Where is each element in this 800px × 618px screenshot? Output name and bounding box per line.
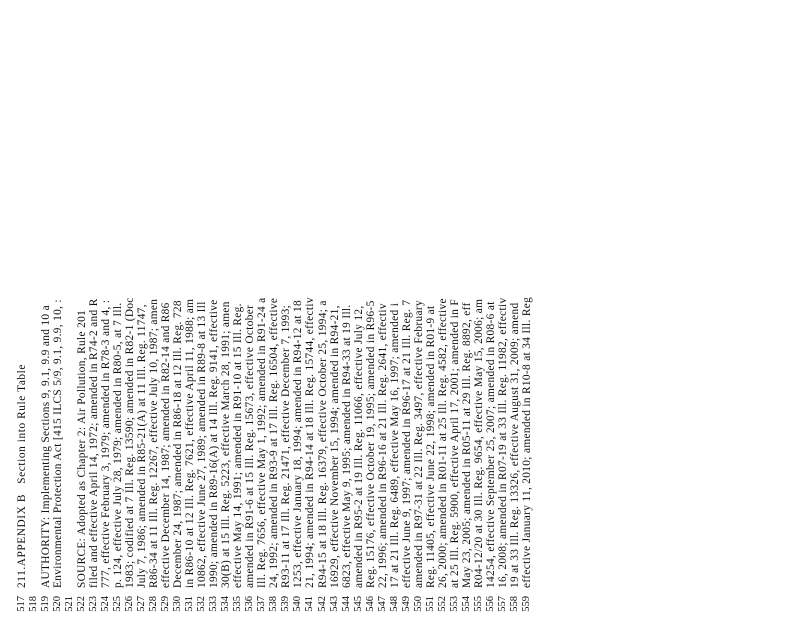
source-line: Ill. Reg. 7656, effective May 1, 1992; amended in R91-24 a	[256, 297, 269, 588]
source-line: 777, effective February 3, 1979; amended in R78-3 and 4, :	[100, 299, 113, 588]
authority-line: Environmental Protection Act [415 ILCS 5/9, 9.1, 9.9, 10, :	[52, 299, 65, 588]
source-line: R86-34 at 11 Ill. Reg. 12267, effective July 10, 1987; amen	[148, 298, 161, 588]
line-number: 548	[388, 596, 400, 612]
source-line: May 23, 2005; amended in R05-11 at 29 Ill. Reg. 8892, eff	[460, 302, 473, 588]
line-number: 541	[304, 596, 316, 612]
source-line: R93-11 at 17 Ill. Reg. 21471, effective December 7, 1993;	[280, 304, 293, 588]
line-number: 539	[280, 596, 292, 612]
source-line: 1990; amended in R89-16(A) at 14 Ill. Reg. 9141, effective	[208, 299, 221, 588]
line-number: 530	[172, 596, 184, 612]
source-line: 17 at 21 Ill. Reg. 6489, effective May 16, 1997; amended i	[388, 302, 401, 588]
line-number: 528	[148, 596, 160, 612]
source-line: Reg. 15176, effective October 19, 1995; amended in R96-5	[364, 300, 377, 588]
section-heading: 211.APPENDIX B Section into Rule Table	[16, 363, 28, 588]
source-line: at 25 Ill. Reg. 5900, effective April 17, 2001; amended in F	[448, 298, 461, 588]
source-line: amended in R91-6 at 15 Ill. Reg. 15673, effective October	[244, 304, 257, 588]
line-number: 556	[484, 596, 496, 612]
line-number: 540	[292, 596, 304, 612]
source-line: amended in R97-31 at 22 Ill. Reg. 3497, effective February	[412, 299, 425, 588]
line-number: 558	[508, 596, 520, 612]
source-line: in R86-10 at 12 Ill. Reg. 7621, effective April 11, 1988; am	[184, 298, 197, 588]
line-number: 551	[424, 596, 436, 612]
source-line: R04-12/20 at 30 Ill. Reg. 9654, effective May 15, 2006; am	[472, 298, 485, 588]
source-line: 16929, effective November 15, 1994; amended in R94-21,	[328, 305, 341, 588]
line-number: 552	[436, 596, 448, 612]
source-line: SOURCE: Adopted as Chapter 2: Air Pollution, Rule 201	[76, 309, 89, 588]
line-number: 543	[328, 596, 340, 612]
source-line: 16, 2008; amended in R07-19 at 33 Ill. Reg. 11982, effectiv	[496, 297, 509, 588]
line-number: 519	[40, 596, 52, 612]
line-number: 524	[100, 596, 112, 612]
line-number: 537	[256, 596, 268, 612]
line-number: 521	[64, 596, 76, 612]
source-line: effective January 11, 2010; amended in R10-8 at 34 Ill. Reg	[520, 296, 533, 588]
line-number: 522	[76, 596, 88, 612]
line-number: 545	[352, 596, 364, 612]
source-line: 10862, effective June 27, 1989; amended in R89-8 at 13 Ill	[196, 301, 209, 588]
line-number: 557	[496, 596, 508, 612]
source-line: 1253, effective January 18, 1994; amended in R94-12 at 18	[292, 300, 305, 588]
line-number: 544	[340, 596, 352, 612]
authority-line: AUTHORITY: Implementing Sections 9, 9.1, 9.9 and 10 a	[40, 305, 53, 588]
line-number: 554	[460, 596, 472, 612]
line-number: 532	[196, 596, 208, 612]
line-number: 538	[268, 596, 280, 612]
source-line: amended in R95-2 at 19 Ill. Reg. 11066, effective July 12,	[352, 305, 365, 588]
source-line: R94-15 at 18 Ill. Reg. 16379, effective October 25, 1994; a	[316, 300, 329, 588]
source-line: 14254, effective September 25, 2007; amended in R08-6 at	[484, 301, 497, 588]
source-line: filed and effective April 14, 1972; amended in R74-2 and R	[88, 298, 101, 588]
source-line: effective June 9, 1997; amended in R96-17 at 21 Ill. Reg. 7	[400, 299, 413, 588]
source-line: effective December 14, 1987; amended in R82-14 and R86	[160, 302, 173, 588]
source-line: 24, 1992; amended in R93-9 at 17 Ill. Reg. 16504, effective	[268, 297, 281, 588]
source-line: 26, 2000; amended in R01-11 at 25 Ill. Reg. 4582, effective	[436, 298, 449, 588]
source-line: 21, 1994; amended in R94-14 at 18 Ill. Reg. 15744, effectiv	[304, 297, 317, 588]
line-number: 529	[160, 596, 172, 612]
line-number: 547	[376, 596, 388, 612]
line-number-column	[0, 596, 800, 618]
line-number: 555	[472, 596, 484, 612]
line-number: 550	[412, 596, 424, 612]
line-number: 546	[364, 596, 376, 612]
source-line: 6823, effective May 9, 1995; amended in R94-33 at 19 Ill.	[340, 304, 353, 588]
line-number: 535	[232, 596, 244, 612]
line-number: 531	[184, 596, 196, 612]
line-number: 549	[400, 596, 412, 612]
source-line: p. 124, effective July 28, 1979; amended in R80-5, at 7 Ill.	[112, 302, 125, 588]
line-number: 525	[112, 596, 124, 612]
source-line: December 24, 1987; amended in R86-18 at 12 Ill. Reg. 728	[172, 300, 185, 588]
source-line: 19 at 33 Ill. Reg. 13326, effective August 31, 2009; amend	[508, 302, 521, 588]
source-line: 1983; codified at 7 Ill. Reg. 13590; amended in R82-1 (Doc	[124, 297, 137, 588]
line-number: 536	[244, 596, 256, 612]
line-number: 520	[52, 596, 64, 612]
line-number: 534	[220, 596, 232, 612]
line-number: 542	[316, 596, 328, 612]
line-number: 526	[124, 596, 136, 612]
line-number: 527	[136, 596, 148, 612]
line-number: 523	[88, 596, 100, 612]
source-line: July 7, 1986; amended in R85-21(A) at 11 Ill. Reg. 11747,	[136, 304, 149, 588]
source-line: effective May 14, 1991; amended in R91-10 at 15 Ill. Reg.	[232, 303, 245, 588]
line-number: 517	[16, 596, 27, 612]
source-line: Reg. 11405, effective June 22, 1998; amended in R01-9 at	[424, 305, 437, 588]
line-number: 559	[520, 596, 532, 612]
line-number: 533	[208, 596, 220, 612]
line-number: 553	[448, 596, 460, 612]
source-line: 22, 1996; amended in R96-16 at 21 Ill. Reg. 2641, effectiv	[376, 303, 389, 588]
source-line: 30(B) at 15 Ill. Reg. 5223, effective March 28, 1991; amen	[220, 301, 233, 588]
line-number: 518	[28, 596, 40, 612]
